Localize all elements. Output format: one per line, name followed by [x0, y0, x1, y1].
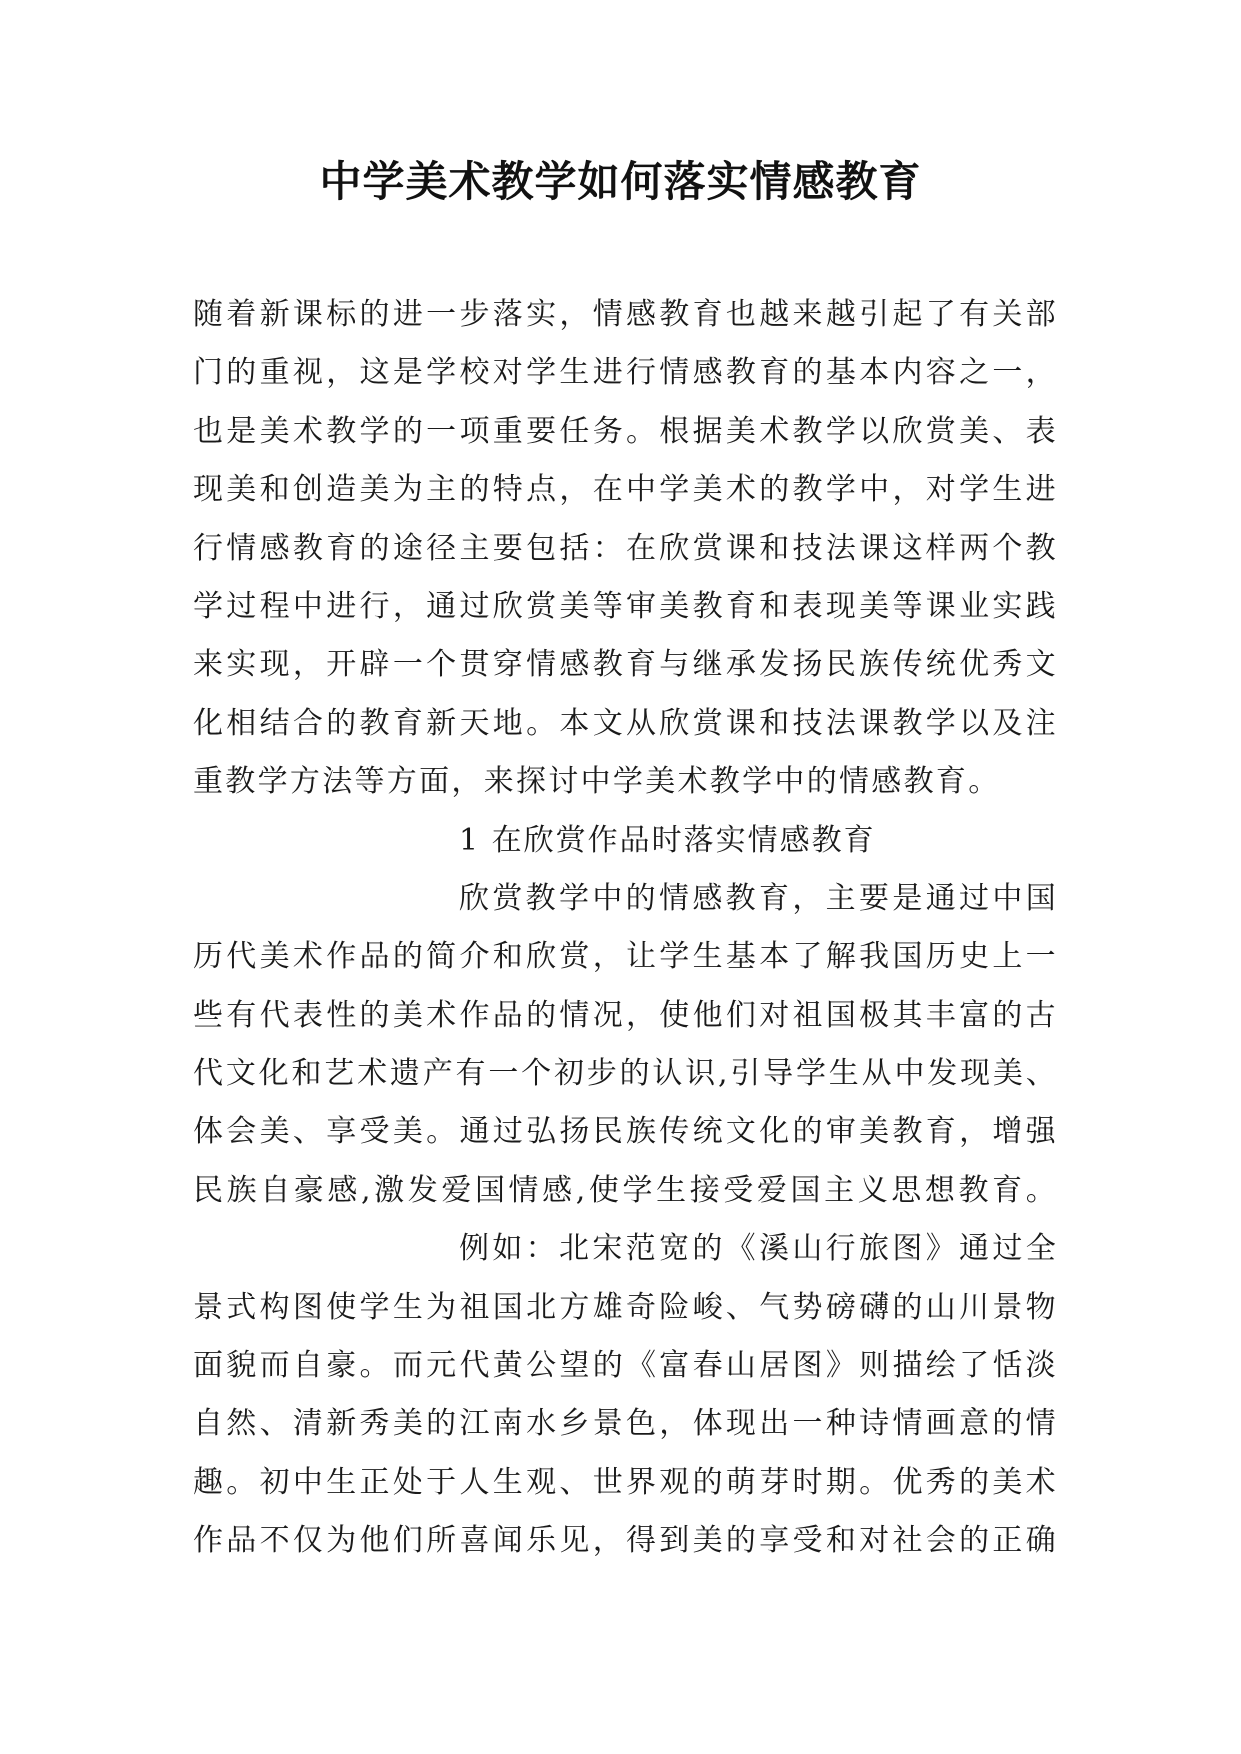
body-line: 门的重视，这是学校对学生进行情感教育的基本内容之一，	[193, 355, 1058, 391]
body-line: 作品不仅为他们所喜闻乐见，得到美的享受和对社会的正确	[193, 1523, 1058, 1559]
document-body	[193, 286, 1058, 1571]
body-line-indented: 欣赏教学中的情感教育，主要是通过中国	[459, 880, 1058, 916]
body-line: 行情感教育的途径主要包括：在欣赏课和技法课这样两个教	[193, 530, 1058, 566]
body-line: 些有代表性的美术作品的情况，使他们对祖国极其丰富的古	[193, 997, 1058, 1033]
section-heading: 1 在欣赏作品时落实情感教育	[459, 822, 876, 858]
body-line: 现美和创造美为主的特点，在中学美术的教学中，对学生进	[193, 472, 1058, 508]
body-line: 民族自豪感,激发爱国情感,使学生接受爱国主义思想教育。	[193, 1172, 1058, 1208]
body-line: 体会美、享受美。通过弘扬民族传统文化的审美教育，增强	[193, 1114, 1058, 1150]
body-line: 重教学方法等方面，来探讨中学美术教学中的情感教育。	[193, 764, 1001, 800]
document-title: 中学美术教学如何落实情感教育	[319, 157, 922, 206]
body-line: 也是美术教学的一项重要任务。根据美术教学以欣赏美、表	[193, 413, 1058, 449]
body-line: 化相结合的教育新天地。本文从欣赏课和技法课教学以及注	[193, 705, 1058, 741]
body-line: 代文化和艺术遗产有一个初步的认识,引导学生从中发现美、	[193, 1056, 1058, 1092]
body-line: 随着新课标的进一步落实，情感教育也越来越引起了有关部	[193, 297, 1058, 332]
body-line: 面貌而自豪。而元代黄公望的《富春山居图》则描绘了恬淡	[193, 1348, 1058, 1384]
body-line: 景式构图使学生为祖国北方雄奇险峻、气势磅礴的山川景物	[193, 1289, 1058, 1325]
body-line: 来实现，开辟一个贯穿情感教育与继承发扬民族传统优秀文	[193, 647, 1058, 683]
body-line: 自然、清新秀美的江南水乡景色，体现出一种诗情画意的情	[193, 1406, 1058, 1442]
body-line: 学过程中进行，通过欣赏美等审美教育和表现美等课业实践	[193, 588, 1058, 624]
body-line-indented: 例如：北宋范宽的《溪山行旅图》通过全	[459, 1231, 1058, 1267]
body-line: 历代美术作品的简介和欣赏，让学生基本了解我国历史上一	[193, 939, 1058, 975]
body-line: 趣。初中生正处于人生观、世界观的萌芽时期。优秀的美术	[193, 1464, 1058, 1500]
